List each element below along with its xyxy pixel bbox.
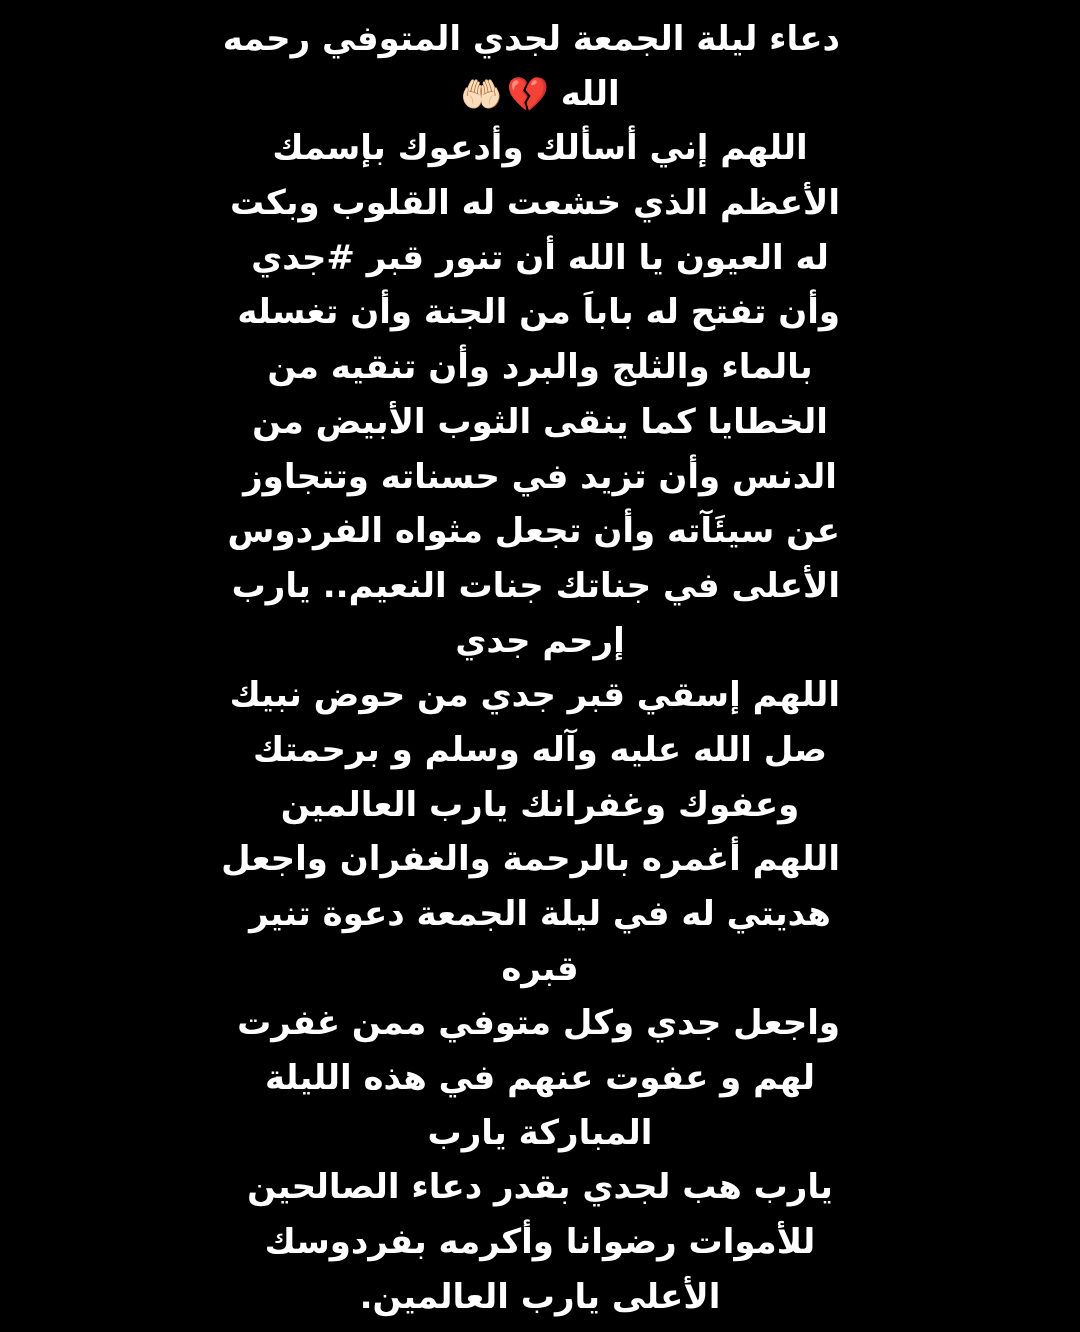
- story-line: الأعلى يارب العالمين.: [359, 1276, 721, 1317]
- story-line: وعفوك وغفرانك يارب العالمين: [280, 784, 800, 825]
- story-line: لهم و عفوت عنهم في هذه الليلة: [264, 1058, 816, 1099]
- story-line: للأموات رضوانا وأكرمه بفردوسك: [264, 1222, 816, 1263]
- story-line: اللهم أغمره بالرحمة والغفران واجعل: [221, 839, 840, 880]
- story-line: له العيون يا الله أن تنور قبر #جدي: [251, 237, 829, 278]
- story-line: إرحم جدي: [455, 620, 625, 661]
- story-title-line-1: دعاء ليلة الجمعة لجدي المتوفي رحمه: [222, 19, 840, 59]
- emoji-group: [460, 68, 549, 123]
- story-line: عن سيئَآته وأن تجعل مثواه الفردوس: [227, 511, 840, 552]
- broken-heart-emoji-icon: 💔: [506, 74, 549, 115]
- story-line: قبره: [501, 948, 579, 989]
- story-line: الأعظم الذي خشعت له القلوب وبكت: [230, 183, 840, 224]
- story-line: الدنس وأن تزيد في حسناته وتتجاوز: [243, 456, 837, 497]
- story-text: [221, 12, 840, 1325]
- story-line: صل الله عليه وآله وسلم و برحمتك: [253, 729, 827, 770]
- story-line: الأعلى في جناتك جنات النعيم.. يارب: [231, 565, 840, 606]
- story-line: المباركة يارب: [427, 1112, 653, 1153]
- praying-hands-emoji-icon: 🤲🏻: [460, 74, 503, 115]
- story-title-word: الله: [560, 73, 620, 114]
- story-line: بالماء والثلج والبرد وأن تنقيه من: [267, 347, 813, 388]
- story-line: الخطايا كما ينقى الثوب الأبيض من: [252, 401, 828, 442]
- story-line: يارب هب لجدي بقدر دعاء الصالحين: [247, 1167, 833, 1208]
- story-line: اللهم إني أسألك وأدعوك بإسمك: [272, 128, 808, 169]
- story-title-line-2: [240, 67, 840, 122]
- story-line: هديتي له في ليلة الجمعة دعوة تنير: [249, 894, 831, 934]
- story-line: واجعل جدي وكل متوفي ممن غفرت: [237, 1003, 840, 1044]
- story-line: وأن تفتح له باباَ من الجنة وأن تغسله: [237, 292, 840, 333]
- story-line: اللهم إسقي قبر جدي من حوض نبيك: [229, 675, 840, 716]
